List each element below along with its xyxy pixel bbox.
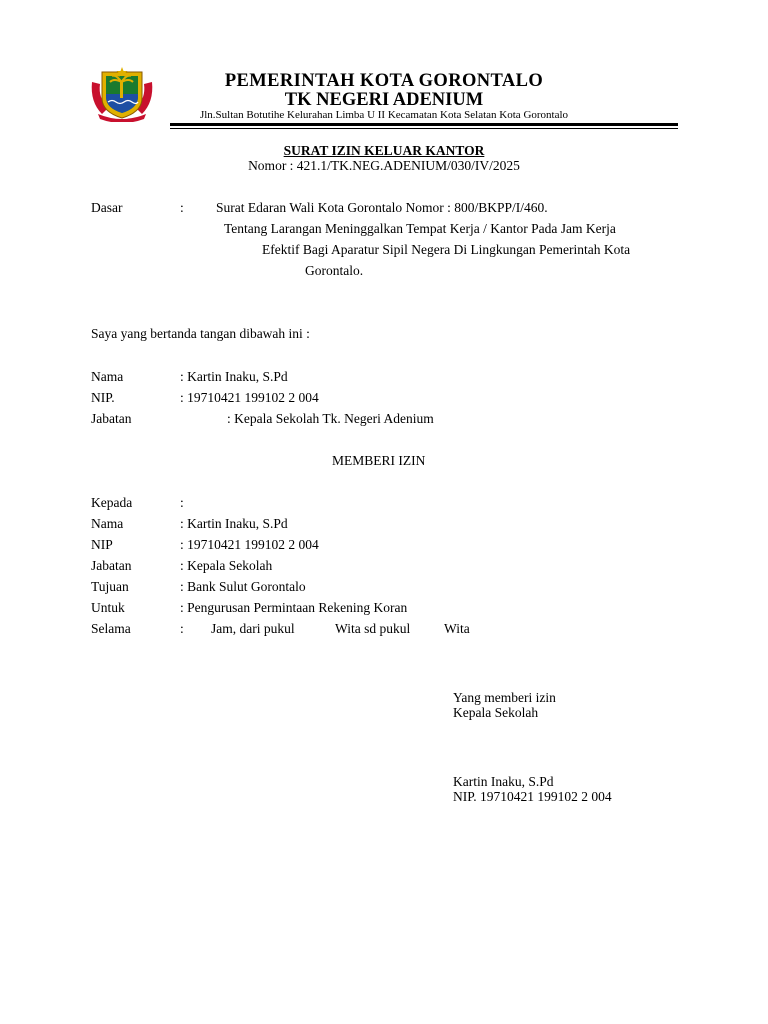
selama-wita-text: Wita	[444, 621, 470, 636]
recipient-jabatan-label: Jabatan	[91, 558, 132, 573]
recipient-nip-label: NIP	[91, 537, 113, 552]
recipient-selama-label: Selama	[91, 621, 131, 636]
header-divider-thin	[170, 128, 678, 129]
signature-nip: NIP. 19710421 199102 2 004	[453, 789, 612, 804]
recipient-nama-value: : Kartin Inaku, S.Pd	[180, 516, 288, 531]
signer-jabatan-value: : Kepala Sekolah Tk. Negeri Adenium	[227, 411, 434, 426]
selama-wita-sd-text: Wita sd pukul	[335, 621, 411, 636]
signature-caption: Yang memberi izin	[453, 690, 556, 705]
recipient-tujuan-label: Tujuan	[91, 579, 129, 594]
letter-number: Nomor : 421.1/TK.NEG.ADENIUM/030/IV/2025	[248, 158, 520, 173]
header-government-title: PEMERINTAH KOTA GORONTALO	[224, 71, 544, 91]
recipient-nama-label: Nama	[91, 516, 124, 531]
header-divider-thick	[170, 123, 678, 126]
signer-nip-value: : 19710421 199102 2 004	[180, 390, 319, 405]
selama-jam-text: Jam, dari pukul	[211, 621, 295, 636]
memberi-izin-heading: MEMBERI IZIN	[332, 453, 426, 468]
letter-title: SURAT IZIN KELUAR KANTOR	[283, 143, 485, 158]
signer-nip-label: NIP.	[91, 390, 115, 405]
kepada-label: Kepada	[91, 495, 133, 510]
kota-gorontalo-emblem-icon	[88, 64, 156, 122]
dasar-line-3: Efektif Bagi Aparatur Sipil Negera Di Lingkungan Pemerintah Kota	[262, 242, 631, 257]
dasar-line-4: Gorontalo.	[305, 263, 364, 278]
dasar-label: Dasar	[91, 200, 123, 215]
header-address: Jln.Sultan Botutihe Kelurahan Limba U II Kecamatan Kota Selatan Kota Gorontalo	[199, 109, 569, 121]
header-school-name: TK NEGERI ADENIUM	[284, 90, 484, 110]
intro-text: Saya yang bertanda tangan dibawah ini :	[91, 326, 310, 341]
signer-nama-value: : Kartin Inaku, S.Pd	[180, 369, 288, 384]
signature-position: Kepala Sekolah	[453, 705, 539, 720]
dasar-line-1: Surat Edaran Wali Kota Gorontalo Nomor : 800/BKPP/I/460.	[216, 200, 548, 215]
recipient-nip-value: : 19710421 199102 2 004	[180, 537, 319, 552]
dasar-line-2: Tentang Larangan Meninggalkan Tempat Kerja / Kantor Pada Jam Kerja	[224, 221, 616, 236]
signer-jabatan-label: Jabatan	[91, 411, 132, 426]
signer-nama-label: Nama	[91, 369, 124, 384]
recipient-untuk-value: : Pengurusan Permintaan Rekening Koran	[180, 600, 408, 615]
signature-name: Kartin Inaku, S.Pd	[453, 774, 554, 789]
recipient-untuk-label: Untuk	[91, 600, 125, 615]
recipient-tujuan-value: : Bank Sulut Gorontalo	[180, 579, 306, 594]
recipient-jabatan-value: : Kepala Sekolah	[180, 558, 273, 573]
recipient-selama-colon: :	[180, 621, 184, 636]
kepada-value: :	[180, 495, 184, 510]
dasar-colon: :	[180, 200, 184, 215]
